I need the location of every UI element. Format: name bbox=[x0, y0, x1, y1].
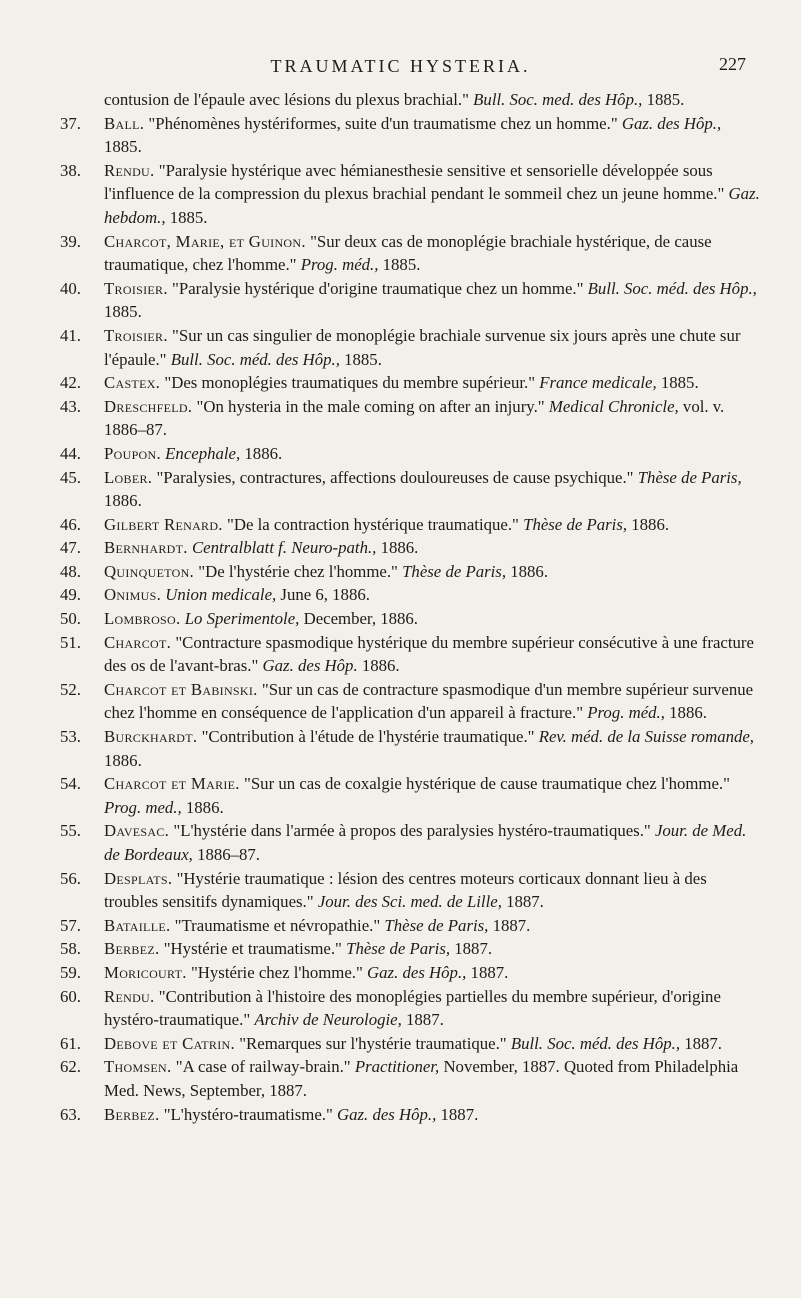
reference-text: "Sur un cas de coxalgie hystérique de cause traumatique chez l'homme." bbox=[244, 774, 730, 794]
reference-text: "L'hystéro-traumatisme." bbox=[163, 1104, 333, 1124]
reference-text: "Hystérie et traumatisme." bbox=[163, 939, 342, 959]
reference-number: 54. bbox=[60, 774, 81, 794]
reference-text: contusion de l'épaule avec lésions du plexus brachial." bbox=[104, 90, 469, 109]
reference-source: Gaz. des Hôp., bbox=[621, 113, 722, 133]
reference-text: "Sur un cas singulier de monoplégie brachiale survenue six jours après une chute sur l'épaule." bbox=[104, 325, 741, 369]
reference-number: 55. bbox=[60, 821, 81, 841]
reference-number: 38. bbox=[60, 160, 81, 180]
reference-text: "Hystérie chez l'homme." bbox=[190, 962, 363, 982]
reference-entry bbox=[60, 277, 760, 324]
reference-entry bbox=[60, 937, 760, 961]
reference-author: Thomsen. bbox=[104, 1057, 172, 1077]
reference-date: 1886. bbox=[380, 538, 419, 558]
reference-author: Castex. bbox=[104, 373, 161, 393]
reference-date: 1887. bbox=[454, 939, 493, 959]
reference-author: Rendu. bbox=[104, 986, 155, 1006]
reference-source: Rev. méd. de la Suisse romande, bbox=[538, 727, 755, 747]
reference-author: Bataille. bbox=[104, 915, 171, 935]
reference-number: 62. bbox=[60, 1057, 81, 1077]
reference-entry bbox=[60, 112, 760, 159]
reference-date: 1886. bbox=[631, 514, 670, 534]
reference-source: Prog. méd., bbox=[587, 703, 665, 723]
reference-entry bbox=[60, 536, 760, 560]
reference-date: November, 1887. Quoted from Philadelphia Med. News, September, 1887. bbox=[104, 1057, 739, 1100]
reference-source: Centralblatt f. Neuro-path., bbox=[191, 538, 377, 558]
reference-source: Encephale, bbox=[165, 443, 241, 463]
reference-date: 1887. bbox=[470, 962, 509, 982]
reference-date: 1886. bbox=[669, 703, 707, 723]
reference-number: 45. bbox=[60, 467, 81, 487]
reference-author: Troisier. bbox=[104, 325, 168, 345]
reference-author: Charcot. bbox=[104, 632, 172, 652]
reference-date: 1885. bbox=[382, 255, 421, 275]
reference-date: 1887. bbox=[684, 1033, 722, 1053]
reference-number: 41. bbox=[60, 325, 81, 345]
reference-entry bbox=[60, 961, 760, 985]
reference-number: 53. bbox=[60, 727, 81, 747]
reference-source: Thèse de Paris, bbox=[402, 561, 507, 581]
reference-number: 60. bbox=[60, 986, 81, 1006]
reference-author: Lober. bbox=[104, 467, 153, 487]
reference-author: Poupon. bbox=[104, 443, 161, 463]
reference-text: "Des monoplégies traumatiques du membre supérieur." bbox=[164, 373, 536, 393]
reference-entry bbox=[60, 395, 760, 442]
reference-source: Bull. Soc. méd. des Hôp., bbox=[170, 349, 340, 369]
reference-entry bbox=[60, 371, 760, 395]
reference-entry bbox=[60, 725, 760, 772]
reference-text: "Contribution à l'étude de l'hystérie traumatique." bbox=[201, 727, 535, 747]
reference-source: Lo Sperimentole, bbox=[184, 609, 300, 629]
reference-entry bbox=[60, 819, 760, 866]
reference-text: "De l'hystérie chez l'homme." bbox=[198, 561, 398, 581]
reference-date: June 6, 1886. bbox=[280, 585, 370, 605]
reference-source: Prog. med., bbox=[104, 797, 182, 817]
reference-source: Gaz. des Hôp., bbox=[367, 962, 467, 982]
reference-entry bbox=[60, 442, 760, 466]
reference-entry bbox=[60, 1055, 760, 1102]
reference-text: "L'hystérie dans l'armée à propos des paralysies hystéro-traumatiques." bbox=[173, 821, 651, 841]
reference-continuation bbox=[60, 88, 760, 112]
reference-number: 57. bbox=[60, 915, 81, 935]
reference-text: "Paralysie hystérique avec hémianesthesie sensitive et sensorielle développée sous l'influence de la compression du plexus brachial pendant le sommeil chez un jeune homme." bbox=[104, 160, 725, 204]
reference-text: "Sur deux cas de monoplégie brachiale hystérique, de cause traumatique, chez l'homme." bbox=[104, 231, 712, 275]
reference-text: "On hysteria in the male coming on after an injury." bbox=[196, 396, 545, 416]
reference-author: Quinqueton. bbox=[104, 561, 195, 581]
reference-number: 49. bbox=[60, 585, 81, 605]
reference-author: Lombroso. bbox=[104, 609, 181, 629]
reference-author: Onimus. bbox=[104, 585, 162, 605]
reference-date: 1887. bbox=[406, 1010, 444, 1030]
reference-source: Jour. de Med. de Bordeaux, bbox=[104, 821, 747, 864]
reference-text: "Contribution à l'histoire des monoplégies partielles du membre supérieur, d'origine hystéro-traumatique." bbox=[104, 986, 721, 1030]
reference-author: Burckhardt. bbox=[104, 727, 198, 747]
reference-author: Ball. bbox=[104, 113, 145, 133]
reference-text: "A case of railway-brain." bbox=[175, 1057, 351, 1077]
reference-date: December, 1886. bbox=[303, 609, 418, 629]
reference-number: 37. bbox=[60, 113, 81, 133]
reference-source: Medical Chronicle, bbox=[548, 396, 679, 416]
reference-source: Jour. des Sci. med. de Lille, bbox=[317, 892, 502, 912]
reference-number: 47. bbox=[60, 538, 81, 558]
reference-source: Thèse de Paris, bbox=[346, 939, 451, 959]
reference-source: Thèse de Paris, bbox=[384, 915, 489, 935]
reference-source: Archiv de Neurologie, bbox=[254, 1010, 402, 1030]
page-number: 227 bbox=[719, 54, 746, 74]
reference-author: Bernhardt. bbox=[104, 538, 188, 558]
reference-date: vol. v. 1886–87. bbox=[104, 396, 725, 440]
reference-entry bbox=[60, 159, 760, 230]
reference-source: Gaz. des Hôp. bbox=[262, 656, 358, 676]
reference-entry bbox=[60, 1032, 760, 1056]
reference-entry bbox=[60, 772, 760, 819]
reference-date: 1886. bbox=[185, 797, 224, 817]
reference-number: 63. bbox=[60, 1104, 81, 1124]
reference-author: Moricourt. bbox=[104, 962, 187, 982]
running-head: TRAUMATIC HYSTERIA. bbox=[270, 56, 531, 76]
reference-author: Davesac. bbox=[104, 821, 170, 841]
reference-date: 1887. bbox=[440, 1104, 479, 1124]
reference-list bbox=[60, 88, 760, 1126]
reference-author: Troisier. bbox=[104, 278, 168, 298]
reference-number: 61. bbox=[60, 1033, 81, 1053]
reference-source: Union medicale, bbox=[165, 585, 277, 605]
reference-entry bbox=[60, 867, 760, 914]
reference-source: Prog. méd., bbox=[300, 255, 379, 275]
reference-date: 1887. bbox=[492, 915, 531, 935]
reference-number: 51. bbox=[60, 632, 81, 652]
reference-number: 46. bbox=[60, 514, 81, 534]
reference-text: "Traumatisme et névropathie." bbox=[174, 915, 381, 935]
reference-number: 44. bbox=[60, 443, 81, 463]
reference-text: "Sur un cas de contracture spasmodique d'un membre supérieur survenue chez l'homme en conséquence de l'application d'un appareil à fracture." bbox=[104, 679, 754, 723]
reference-text: "Paralysie hystérique d'origine traumatique chez un homme." bbox=[172, 278, 584, 298]
reference-entry bbox=[60, 466, 760, 513]
reference-author: Charcot, Marie, et Guinon. bbox=[104, 231, 306, 251]
reference-author: Gilbert Renard. bbox=[104, 514, 223, 534]
reference-number: 40. bbox=[60, 278, 81, 298]
reference-entry bbox=[60, 607, 760, 631]
reference-date: 1885. bbox=[104, 137, 142, 157]
reference-source: Thèse de Paris, bbox=[637, 467, 742, 487]
reference-number: 48. bbox=[60, 561, 81, 581]
reference-text: "Remarques sur l'hystérie traumatique." bbox=[239, 1033, 507, 1053]
reference-entry bbox=[60, 631, 760, 678]
reference-entry bbox=[60, 583, 760, 607]
reference-date: 1886. bbox=[104, 750, 142, 770]
reference-source: Bull. Soc. med. des Hôp., bbox=[473, 90, 643, 109]
reference-source: France medicale, bbox=[539, 373, 657, 393]
reference-date: 1885. bbox=[344, 349, 382, 369]
reference-number: 43. bbox=[60, 396, 81, 416]
reference-source: Gaz. hebdom., bbox=[104, 184, 760, 227]
reference-date: 1885. bbox=[646, 90, 685, 109]
reference-entry bbox=[60, 560, 760, 584]
reference-date: 1887. bbox=[506, 892, 544, 912]
reference-number: 56. bbox=[60, 868, 81, 888]
reference-entry bbox=[60, 914, 760, 938]
reference-number: 58. bbox=[60, 939, 81, 959]
reference-date: 1886. bbox=[104, 491, 142, 511]
reference-source: Bull. Soc. méd. des Hôp., bbox=[510, 1033, 681, 1053]
reference-entry bbox=[60, 678, 760, 725]
reference-text: "Phénomènes hystériformes, suite d'un traumatisme chez un homme." bbox=[148, 113, 618, 133]
reference-source: Practitioner, bbox=[354, 1057, 440, 1077]
reference-source: Thèse de Paris, bbox=[523, 514, 628, 534]
reference-date: 1885. bbox=[104, 302, 142, 322]
reference-entry bbox=[60, 324, 760, 371]
reference-text: "Hystérie traumatique : lésion des centres moteurs corticaux donnant lieu à des troubles sensitifs dynamiques." bbox=[104, 868, 707, 912]
reference-number: 50. bbox=[60, 609, 81, 629]
reference-date: 1886. bbox=[510, 561, 549, 581]
reference-text: "Contracture spasmodique hystérique du membre supérieur consécutive à une fracture des os de l'avant-bras." bbox=[104, 632, 754, 676]
reference-author: Charcot et Babinski. bbox=[104, 679, 258, 699]
reference-entry bbox=[60, 985, 760, 1032]
reference-author: Debove et Catrin. bbox=[104, 1033, 235, 1053]
reference-text: "Paralysies, contractures, affections douloureuses de cause psychique." bbox=[156, 467, 634, 487]
reference-number: 52. bbox=[60, 679, 81, 699]
reference-author: Berbez. bbox=[104, 1104, 160, 1124]
reference-number: 59. bbox=[60, 962, 81, 982]
reference-author: Berbez. bbox=[104, 939, 160, 959]
reference-date: 1885. bbox=[169, 207, 208, 227]
reference-date: 1885. bbox=[660, 373, 699, 393]
reference-number: 42. bbox=[60, 373, 81, 393]
reference-number: 39. bbox=[60, 231, 81, 251]
reference-source: Bull. Soc. méd. des Hôp., bbox=[587, 278, 757, 298]
reference-author: Charcot et Marie. bbox=[104, 774, 240, 794]
reference-source: Gaz. des Hôp., bbox=[337, 1104, 437, 1124]
reference-entry bbox=[60, 230, 760, 277]
reference-author: Dreschfeld. bbox=[104, 396, 193, 416]
reference-entry bbox=[60, 1103, 760, 1127]
reference-date: 1886. bbox=[361, 656, 400, 676]
reference-date: 1886. bbox=[244, 443, 283, 463]
reference-author: Desplats. bbox=[104, 868, 173, 888]
reference-text: "De la contraction hystérique traumatique." bbox=[227, 514, 519, 534]
reference-entry bbox=[60, 513, 760, 537]
reference-author: Rendu. bbox=[104, 160, 155, 180]
reference-date: 1886–87. bbox=[197, 845, 260, 864]
